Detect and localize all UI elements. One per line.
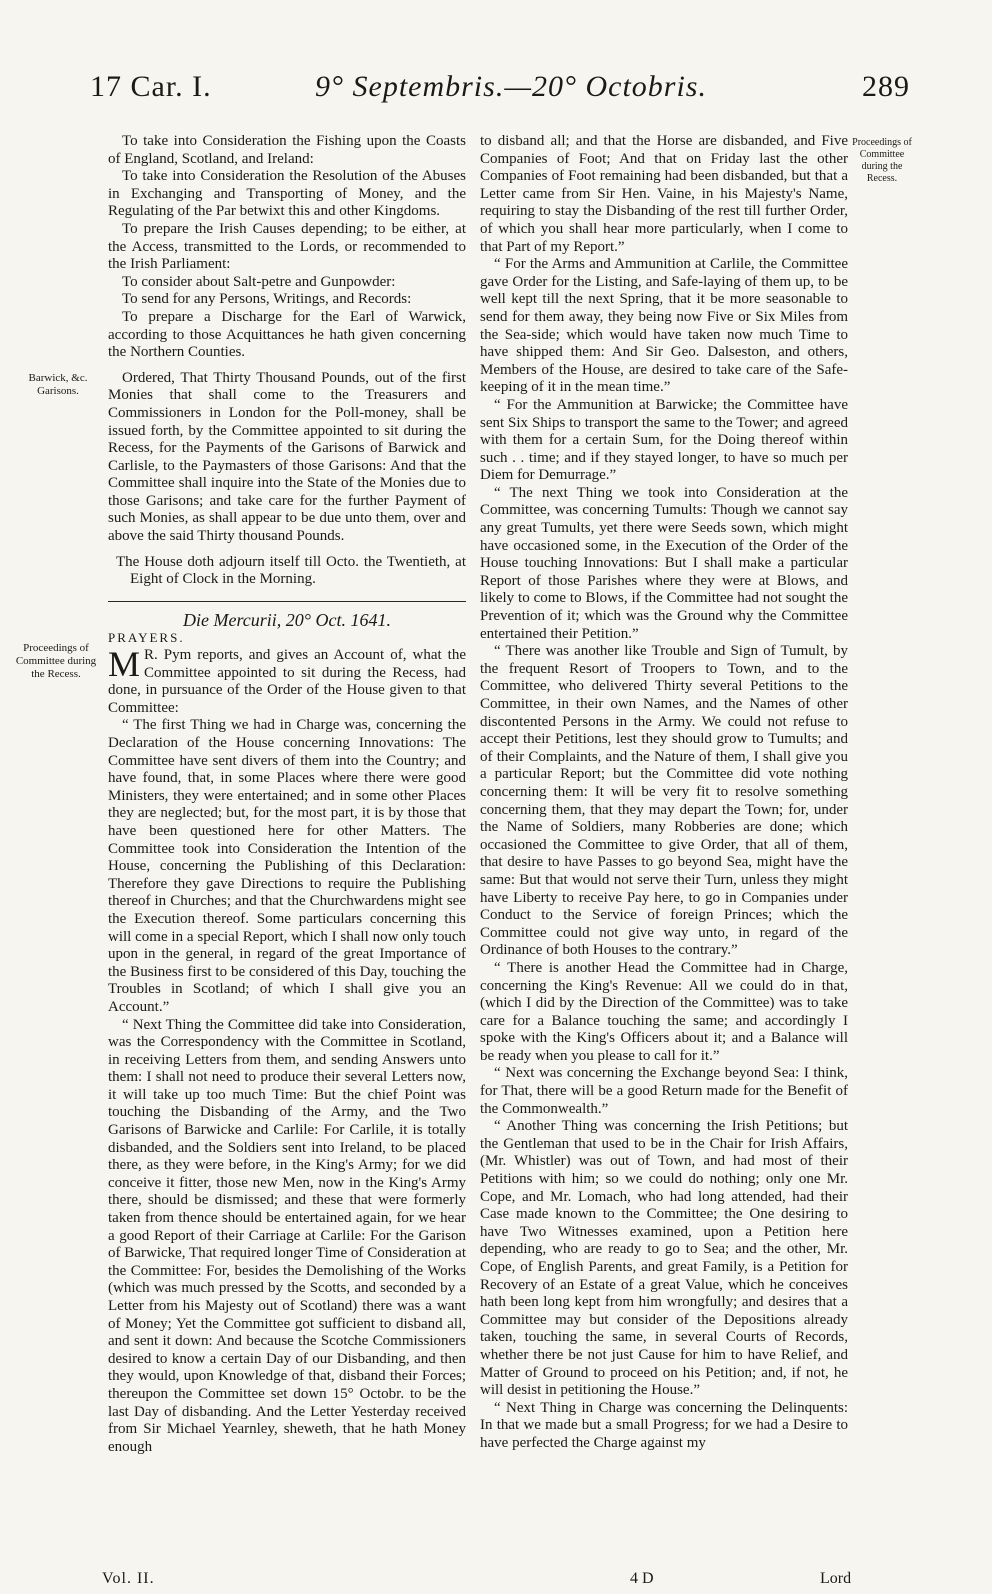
- page-number: 289: [862, 70, 910, 103]
- paragraph: “ For the Ammunition at Barwicke; the Committee have sent Six Ships to transport the same to the Tower; and agreed with them for a certain Sum, for the Doing thereof within such . . time; and if they stayed longer, to have so much per Diem for Demurrage.”: [480, 396, 848, 484]
- footer-signature: 4 D: [630, 1570, 654, 1587]
- paragraph: to disband all; and that the Horse are disbanded, and Five Companies of Foot; And that on Friday last the other Companies of Foot remaining had been disbanded, but that a Letter came from Sir Hen. Vaine, in his Majesty's Name, requiring to stay the Disbanding of the rest till further Order, of which you shall hear more particularly, when I come to that Part of my Report.”: [480, 133, 848, 255]
- day-heading: Die Mercurii, 20° Oct. 1641.: [183, 609, 391, 630]
- paragraph: “ There was another like Trouble and Sign of Tumult, by the frequent Resort of Troopers to Town, and to the Committee, who delivered Thirty several Petitions to the Committee, in their own Names, and the Names of other discontented Persons in the Army. We could not refuse to accept their Petitions, lest they should grow to Tumults; and of their Complaints, and the Nature of them, I shall give you a particular Report; but the Committee did vote nothing concerning them: It will be very fit to resolve something concerning them, that they may depart the Town; for, under the Name of Soldiers, many Robberies are done; which occasioned the Committee to give Order, that all of them, that desire to have Passes to go beyond Sea, might have the same: But that would not serve their Turn, unless they might have Liberty to receive Pay here, to go in Companies under Conduct to the Service of foreign Princes; which the Committee could not give way unto, in regard of the Ordinance of both Houses to the contrary.”: [480, 643, 848, 959]
- header-dates: 9° Septembris.—20° Octobris.: [315, 70, 707, 103]
- paragraph: To consider about Salt-petre and Gunpowder:: [122, 273, 396, 290]
- report-opening: [108, 644, 466, 717]
- paragraph: “ For the Arms and Ammunition at Carlile, the Committee gave Order for the Listing, and Safe-laying of them up, to be well kept till the next Spring, that it be more seasonable to send for them away, they being now Five or Six Miles from the Sea-side; which would have taken now much Time to have shipped them: And Sir Geo. Dalseston, and others, Members of the House, are desired to take care of the Safe-keeping of it in the mean time.”: [480, 256, 848, 396]
- right-column: [480, 133, 848, 1453]
- paragraph: To prepare a Discharge for the Earl of Warwick, according to those Acquittances he hath given concerning the Northern Counties.: [108, 308, 466, 361]
- drop-cap: M: [108, 644, 141, 685]
- paragraph: “ Next Thing in Charge was concerning the Delinquents: In that we made but a small Progress; for we had a Desire to have perfected the Charge against my: [480, 1399, 848, 1451]
- report-opening-text: R. Pym reports, and gives an Account of, what the Committee appointed to sit during the Recess, had done, in pursuance of the Order of the House given to that Committee:: [108, 647, 466, 716]
- order-paragraph: Ordered, That Thirty Thousand Pounds, out of the first Monies that shall come to the Treasurers and Commissioners in London for the Poll-money, shall be issued forth, by the Committee appointed to sit during the Recess, for the Payments of the Garisons of Barwick and Carlisle, to the Paymasters of those Garisons: And that the Committee shall inquire into the State of the Monies due to those Garisons; and take care for the further Payment of such Monies, as shall appear to be due unto them, over and above the said Thirty thousand Pounds.: [108, 369, 466, 545]
- margin-note-proceedings-right: Proceedings of Committee during the Recess.: [852, 137, 912, 184]
- spacer: [108, 546, 466, 554]
- paragraph: “ The first Thing we had in Charge was, concerning the Declaration of the House concerning Innovations: The Committee have sent divers of them into the Country; and have found, that, in some Places where there were good Ministers, they were entertained; and in some other Places they are neglected; but, for the most part, it is by those that have been questioned here for other Matters. The Committee took into Consideration the Intention of the House, concerning the Publishing of this Declaration: Therefore they gave Directions to require the Publishing thereof in Churches; and that the Churchwardens might see the Execution thereof. Some particulars concerning this will come in a special Report, which I shall now only touch upon in the general, in regard of the great Importance of the Business first to be considered of this Day, touching the Troubles in Scotland; of which I shall give you an Account.”: [108, 717, 466, 1015]
- paragraph: “ Next was concerning the Exchange beyond Sea: I think, for That, there will be a good Return made for the Benefit of the Commonwealth.”: [480, 1065, 848, 1117]
- paragraph: “ Another Thing was concerning the Irish Petitions; but the Gentleman that used to be in the Chair for Irish Affairs, (Mr. Whistler) was out of Town, and had most of their Petitions with him; so we could do nothing; only one Mr. Cope, and Mr. Lomach, who had long attended, had their Case made known to the Committee; the One desiring to have Two Witnesses examined, upon a Petition here depending, who are ready to go to Sea; and the other, Mr. Cope, of English Parents, and great Family, is a Petition for Recovery of an Estate of a great Value, which he conceives hath been long kept from him wrongfully; and desires that a Committee may but consider of the Depositions already taken, touching the same, in several Courts of Records, whether there be not just Cause for him to have Relief, and Matter of Ground to proceed on his Petition; and, if not, he will desist in petitioning the House.”: [480, 1118, 848, 1399]
- paragraph: To take into Consideration the Resolution of the Abuses in Exchanging and Transporting of Money, and the Regulating of the Par betwixt this and other Kingdoms.: [108, 168, 466, 220]
- footer-catchword: Lord: [820, 1570, 852, 1587]
- spacer: [108, 362, 466, 370]
- section-divider: [108, 601, 466, 602]
- left-column: [108, 133, 466, 1456]
- paragraph: To prepare the Irish Causes depending; to be either, at the Access, transmitted to the Lords, or recommended to the Irish Parliament:: [108, 220, 466, 273]
- adjournment-paragraph: The House doth adjourn itself till Octo. the Twentieth, at Eight of Clock in the Morning.: [116, 553, 466, 588]
- paragraph: “ There is another Head the Committee had in Charge, concerning the King's Revenue: All we could do in that, (which I did by the Direction of the Committee) was to take care for a Balance touching the same; and accordingly I spoke with the King's Officers about it; and a Balance will be ready when you please to call for it.”: [480, 959, 848, 1064]
- paragraph: To take into Consideration the Fishing upon the Coasts of England, Scotland, and Ireland:: [108, 133, 466, 167]
- paragraph: “ Next Thing the Committee did take into Consideration, was the Correspondency with the Committee in Scotland, in receiving Letters from them, and sending Answers unto them: I shall not need to produce their several Letters now, it will take up too much Time: But the chief Point was touching the Disbanding of the Army, and the Two Garisons of Barwicke and Carlile: For Carlile, it is totally disbanded, and the Soldiers sent into Ireland, to be placed there, as they were before, in the King's Army; for we did conceive it fitter, those new Men, now in the King's Army there, should be dismissed; and these that were formerly taken from thence should be entertained again, for we hear a good Report of their Carriage at Carlile: For the Garison of Barwicke, That required longer Time of Consideration at the Committee: For, besides the Demolishing of the Works (which was much pressed by the Scotts, and seconded by a Letter from his Majesty out of Scotland) there was a want of Money; Yet the Committee got sufficient to disband all, and sent it down: And because the Scotche Commissioners desired to know a certain Day of our Disbanding, and then they would, upon Knowledge of that, disband their Forces; thereupon the Committee set down 15° Octobr. to be the last Day of disbanding. And the Letter Yesterday received from Sir Michael Yearnley, sheweth, that he hath Money enough: [108, 1016, 466, 1455]
- header-reign: 17 Car. I.: [90, 70, 212, 103]
- paragraph: “ The next Thing we took into Consideration at the Committee, was concerning Tumults: Though we cannot say any great Tumults, yet there were Seeds sown, which might have occasioned some, in the Execution of the Order of the House touching Innovations: But I shall make a particular Report of those Parishes where they were at Blows, and likely to come to Blows, if the Committee had not sought the Prevention of it; which was the Ground why the Committee entertained their Petition.”: [480, 484, 848, 642]
- footer-volume: Vol. II.: [102, 1570, 155, 1587]
- paragraph: To send for any Persons, Writings, and Records:: [122, 291, 412, 308]
- prayers-heading: PRAYERS.: [108, 630, 185, 646]
- running-header: [90, 70, 910, 120]
- margin-note-proceedings-left: Proceedings of Committee during the Recess.: [15, 642, 97, 680]
- margin-note-garisons: Barwick, &c. Garisons.: [28, 372, 88, 397]
